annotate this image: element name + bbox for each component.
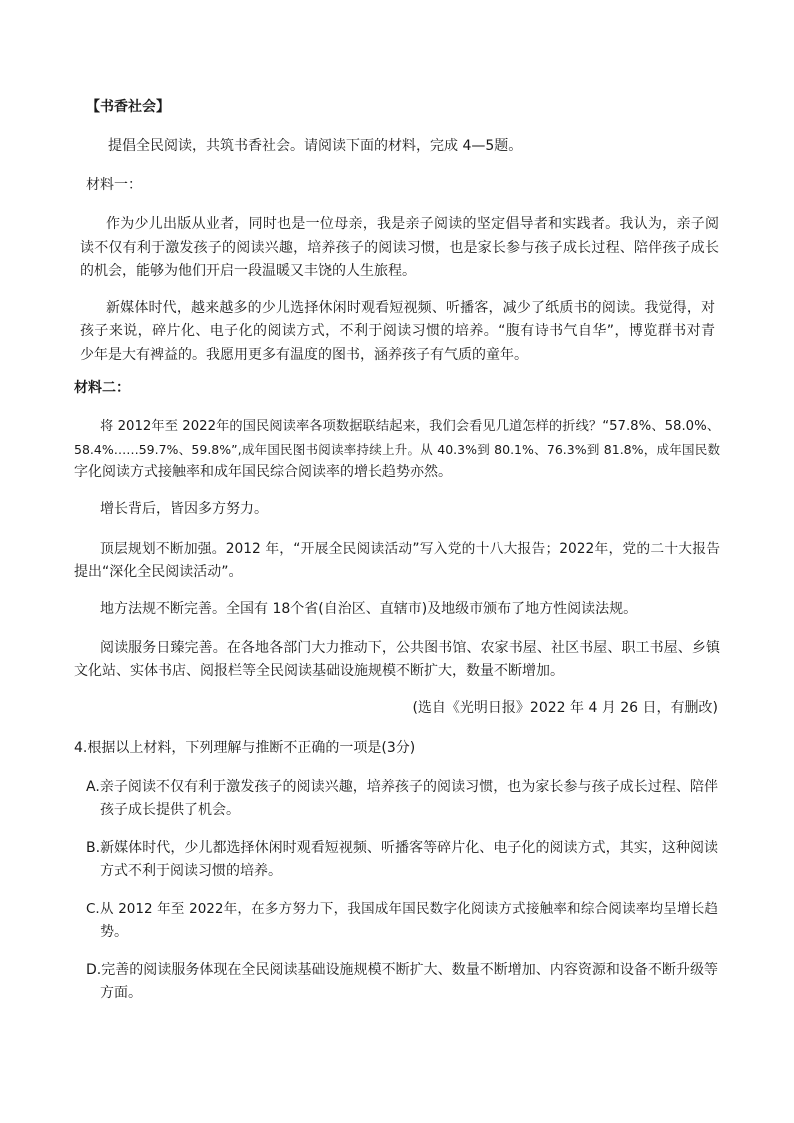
- option-b-line1: B.新媒体时代，少儿都选择休闲时观看短视频、听播客等碎片化、电子化的阅读方式，其实，这种阅读: [86, 840, 718, 856]
- material2-p3-line2: 提出“深化全民阅读活动”。: [74, 564, 243, 580]
- option-a-line2: 孩子成长提供了机会。: [100, 802, 240, 818]
- material1-p1-line2: 读不仅有利于激发孩子的阅读兴趣，培养孩子的阅读习惯，也是家长参与孩子成长过程、陪伴孩子成长: [80, 240, 719, 256]
- option-d-line1: D.完善的阅读服务体现在全民阅读基础设施规模不断扩大、数量不断增加、内容资源和设备不断升级等: [86, 962, 718, 978]
- material1-p2-line1: 新媒体时代，越来越多的少儿选择休闲时观看短视频、听播客，减少了纸质书的阅读。我觉得，对: [106, 300, 715, 316]
- material1-heading: 材料一：: [86, 177, 142, 193]
- material1-p2-line3: 少年是大有裨益的。我愿用更多有温度的图书，涵养孩子有气质的童年。: [80, 347, 528, 363]
- section-title: 【书香社会】: [86, 99, 170, 115]
- question-stem: 4.根据以上材料，下列理解与推断不正确的一项是(3分): [74, 740, 416, 756]
- material2-p3-line1: 顶层规划不断加强。2012 年，“开展全民阅读活动”写入党的十八大报告；2022年，党的二十大报告: [100, 541, 720, 557]
- material2-p4: 地方法规不断完善。全国有 18个省(自治区、直辖市)及地级市颁布了地方性阅读法规。: [100, 601, 638, 617]
- material2-p1-line1: 将 2012年至 2022年的国民阅读率各项数据联结起来，我们会看见几道怎样的折线？“57.8%、58.0%、: [100, 419, 720, 434]
- material2-p1-line2: 58.4%……59.7%、59.8%”,成年国民图书阅读率持续上升。从 40.3%到 80.1%、76.3%到 81.8%，成年国民数: [74, 442, 720, 457]
- option-a-line1: A.亲子阅读不仅有利于激发孩子的阅读兴趣，培养孩子的阅读习惯，也为家长参与孩子成长过程、陪伴: [86, 779, 718, 795]
- option-d-line2: 方面。: [100, 985, 142, 1001]
- material2-heading: 材料二：: [74, 380, 130, 396]
- intro-text: 提倡全民阅读，共筑书香社会。请阅读下面的材料，完成 4—5题。: [108, 138, 523, 154]
- material1-p1-line3: 的机会，能够为他们开启一段温暖又丰饶的人生旅程。: [80, 263, 416, 279]
- material2-p1-line3: 字化阅读方式接触率和成年国民综合阅读率的增长趋势亦然。: [74, 464, 452, 480]
- option-c-line2: 势。: [100, 924, 128, 940]
- material2-p2: 增长背后，皆因多方努力。: [100, 501, 268, 517]
- option-c-line1: C.从 2012 年至 2022年，在多方努力下，我国成年国民数字化阅读方式接触率和综合阅读率均呈增长趋: [86, 901, 718, 917]
- source-citation: (选自《光明日报》2022 年 4 月 26 日，有删改): [412, 700, 718, 716]
- material1-p1-line1: 作为少儿出版从业者，同时也是一位母亲，我是亲子阅读的坚定倡导者和实践者。我认为，亲子阅: [106, 216, 719, 232]
- material2-p5-line1: 阅读服务日臻完善。在各地各部门大力推动下，公共图书馆、农家书屋、社区书屋、职工书屋、乡镇: [100, 640, 720, 656]
- material1-p2-line2: 孩子来说，碎片化、电子化的阅读方式，不利于阅读习惯的培养。“腹有诗书气自华”，博览群书对青: [80, 323, 715, 339]
- option-b-line2: 方式不利于阅读习惯的培养。: [100, 863, 282, 879]
- material2-p5-line2: 文化站、实体书店、阅报栏等全民阅读基础设施规模不断扩大，数量不断增加。: [74, 663, 564, 679]
